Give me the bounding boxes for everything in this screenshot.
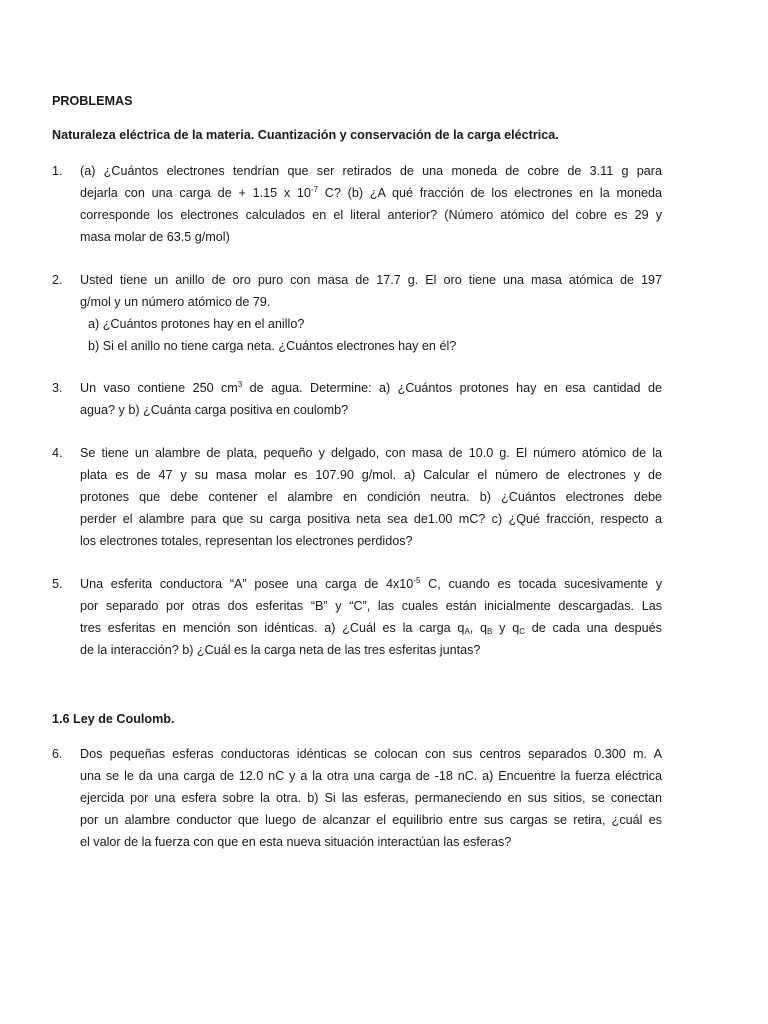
problem-1 [52,160,662,248]
problem-number: 5. [52,577,63,591]
exponent: -7 [310,185,319,194]
problem-number: 2. [52,273,63,287]
problem-line: por un alambre conductor que luego de alcanzar el equilibrio entre sus cargas se retira, ¿cuál es [80,813,662,827]
problem-text [80,160,662,248]
subscript: A [464,627,470,636]
subscript: C [519,627,525,636]
page-title: PROBLEMAS [52,94,133,108]
problem-text [80,573,662,661]
problem-line: perder el alambre para que su carga positiva neta sea de1.00 mC? c) ¿Qué fracción, respecto a [80,512,662,526]
problem-line [80,617,662,639]
subscript: B [487,627,493,636]
problem-line: Se tiene un alambre de plata, pequeño y delgado, con masa de 10.0 g. El número atómico de la [80,446,662,460]
problem-line: plata es de 47 y su masa molar es 107.90 g/mol. a) Calcular el número de electrones y de [80,468,662,482]
problem-5 [52,573,662,661]
problem-line: agua? y b) ¿Cuánta carga positiva en coulomb? [80,403,349,417]
problem-line [80,182,662,204]
problem-4 [52,442,662,552]
text-run: , q [469,621,488,635]
sub-question-a: a) ¿Cuántos protones hay en el anillo? [88,317,305,331]
problem-line: corresponde los electrones calculados en el literal anterior? (Número atómico del cobre es 29 y [80,208,662,222]
problem-line: los electrones totales, representan los electrones perdidos? [80,534,413,548]
problem-line: Usted tiene un anillo de oro puro con masa de 17.7 g. El oro tiene una masa atómica de 197 [80,273,662,287]
problem-line: Dos pequeñas esferas conductoras idénticas se colocan con sus centros separados 0.300 m. A [80,747,662,761]
problem-line [80,377,662,399]
problem-line: masa molar de 63.5 g/mol) [80,230,230,244]
text-run: tres esferitas en mención son idénticas. a) ¿Cuál es la carga q [80,621,465,635]
problem-number: 1. [52,164,63,178]
section-heading-naturaleza: Naturaleza eléctrica de la materia. Cuantización y conservación de la carga eléctrica. [52,128,559,142]
text-run: y q [492,621,520,635]
problem-line: ejercida por una esfera sobre la otra. b) Si las esferas, permaneciendo en sus sitios, se conectan [80,791,662,805]
problem-6 [52,743,662,853]
text-run: C, cuando es tocada sucesivamente y [420,577,662,591]
problem-line: g/mol y un número atómico de 79. [80,295,271,309]
problem-2 [52,269,662,357]
problem-3 [52,377,662,421]
text-run: dejarla con una carga de + 1.15 x 10 [80,186,311,200]
problem-text [80,269,662,357]
problem-text [80,743,662,853]
problem-number: 6. [52,747,63,761]
problem-number: 3. [52,381,63,395]
problem-line: de la interacción? b) ¿Cuál es la carga neta de las tres esferitas juntas? [80,643,481,657]
problem-line: (a) ¿Cuántos electrones tendrían que ser retirados de una moneda de cobre de 3.11 g para [80,164,662,178]
text-run: de agua. Determine: a) ¿Cuántos protones hay en esa cantidad de [242,381,662,395]
problem-text [80,377,662,421]
problem-number: 4. [52,446,63,460]
text-run: Una esferita conductora “A” posee una carga de 4x10 [80,577,414,591]
exponent: -5 [413,576,421,585]
problem-line: el valor de la fuerza con que en esta nueva situación interactúan las esferas? [80,835,512,849]
problem-text [80,442,662,552]
problem-line: una se le da una carga de 12.0 nC y a la otra una carga de -18 nC. a) Encuentre la fuerza eléctrica [80,769,662,783]
text-run: Un vaso contiene 250 cm [80,381,238,395]
problem-line: protones que debe contener el alambre en condición neutra. b) ¿Cuántos electrones debe [80,490,662,504]
problem-line: por separado por otras dos esferitas “B” y “C”, las cuales están inicialmente descargadas. Las [80,599,662,613]
problem-line [80,573,662,595]
text-run: de cada una después [525,621,662,635]
text-run: C? (b) ¿A qué fracción de los electrones en la moneda [318,186,662,200]
exponent: 3 [237,380,243,389]
section-heading-coulomb: 1.6 Ley de Coulomb. [52,712,175,726]
sub-question-b: b) Si el anillo no tiene carga neta. ¿Cuántos electrones hay en él? [88,339,457,353]
